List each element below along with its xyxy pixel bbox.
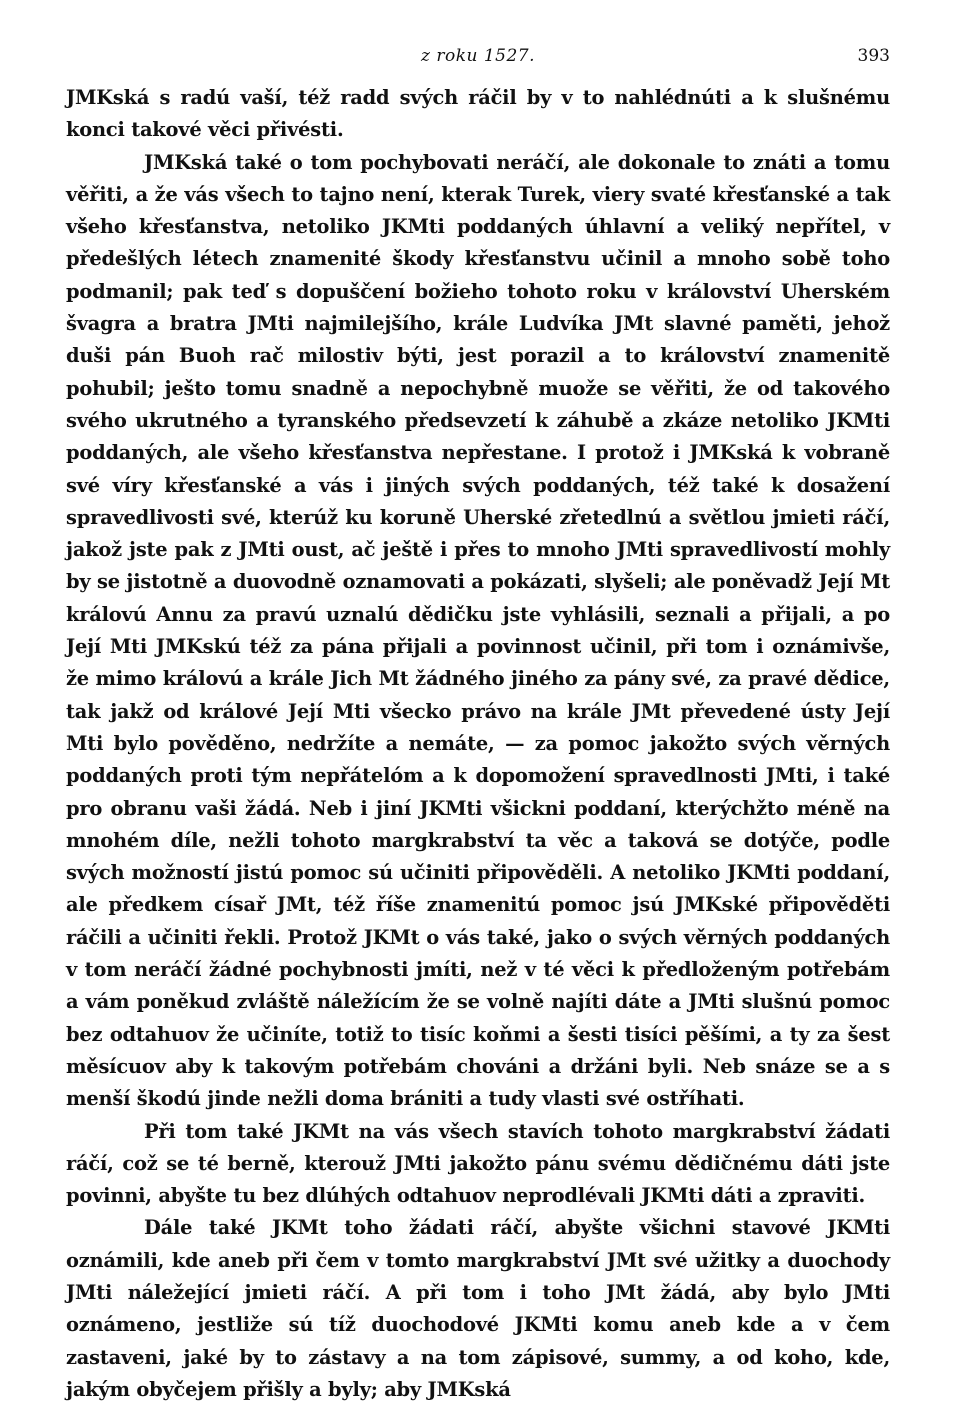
running-title: z roku 1527. <box>420 46 536 66</box>
paragraph-2: JMKská také o tom pochybovati neráčí, ale dokonale to znáti a tomu věřiti, a že vás všech to tajno není, kterak Turek, viery svaté křesťanské a tak všeho křesťanstva, netoliko JKMti poddaných úhlavní a veliký nepřítel, v předešlých létech znamenité škody křesťanstvu učinil a mnoho sobě toho podmanil; pak teď s dopuščení božieho tohoto roku v království Uherském švagra a bratra JMti najmilejšího, krále Ludvíka JMt slavné paměti, jehož duši pán Buoh rač milostiv býti, jest porazil a to království znamenitě pohubil; ješto tomu snadně a nepochybně muože se věřiti, že od takového svého ukrutného a tyranského předsevzetí k záhubě a zkáze netoliko JKMti poddaných, ale všeho křesťanstva nepřestane. I protož i JMKská k vobraně své víry křesťanské a vás i jiných svých poddaných, též také k dosažení spravedlivosti své, kterúž ku koruně Uherské zřetedlnú a světlou jmieti ráčí, jakož jste pak z JMti oust, ač ještě i přes to mnoho JMti spravedlivostí mohly by se jistotně a duovodně oznamovati a pokázati, slyšeli; ale poněvadž Její Mt královú Annu za pravú uznalú dědičku jste vyhlásili, seznali a přijali, a po Její Mti JMKskú též za pána přijali a povinnost učinil, při tom i oznámivše, že mimo královú a krále Jich Mt žádného jiného za pány své, za pravé dědice, tak jakž od králové Její Mti všecko právo na krále JMt převedené ústy Její Mti bylo pověděno, nedržíte a nemáte, — za pomoc jakožto svých věrných poddaných proti tým nepřátelóm a k dopomožení spravedlnosti JMti, i také pro obranu vaši žádá. Neb i jiní JKMti všickni poddaní, kterýchžto méně na mnohém díle, nežli tohoto margkrabství ta věc a taková se dotýče, podle svých možností jistú pomoc sú učiniti připověděli. A netoliko JKMti poddaní, ale předkem císař JMt, též říše znamenitú pomoc jsú JMKské připověděti ráčili a učiniti řekli. Protož JKMt o vás také, jako o svých věrných poddaných v tom neráčí žádné pochybnosti jmíti, než v té věci k předloženým potřebám a vám poněkud zvláště náležícím že se volně najíti dáte a JMti slušnú pomoc bez odtahuov že učiníte, totiž to tisíc koňmi a šesti tisíci pěšími, a ty za šest měsícuov aby k takovým potřebám chováni a držáni byli. Neb snáze se a s menší škodú jinde nežli doma brániti a tudy vlasti své ostříhati. <box>66 150 890 1111</box>
page-header <box>66 46 890 82</box>
paragraph-1: JMKská s radú vaší, též radd svých ráčil by v to nahlédnúti a k slušnému konci takové věci přivésti. <box>66 86 890 142</box>
paragraph-4: Dále také JKMt toho žádati ráčí, abyšte všichni stavové JKMti oznámili, kde aneb při čem v tomto margkrabství JMt své užitky a duochody JMti náležející jmieti ráčí. A při tom i toho JMt žádá, aby bylo JMti oznámeno, jestliže sú tíž duochodové JKMti komu aneb kde a v čem zastaveni, jaké by to zástavy a na tom zápisové, summy, a od koho, kde, jakým obyčejem přišly a byly; aby JMKská <box>66 1216 890 1401</box>
paragraph-3: Při tom také JKMt na vás všech stavích tohoto margkrabství žádati ráčí, což se té berně, kterouž JMti jakožto pánu svému dědičnému dáti jste povinni, abyšte tu bez dlúhých odtahuov neprodlévali JKMti dáti a zpraviti. <box>66 1119 890 1208</box>
page-number: 393 <box>857 46 890 66</box>
book-page <box>66 46 890 1406</box>
body-text <box>66 82 890 1406</box>
